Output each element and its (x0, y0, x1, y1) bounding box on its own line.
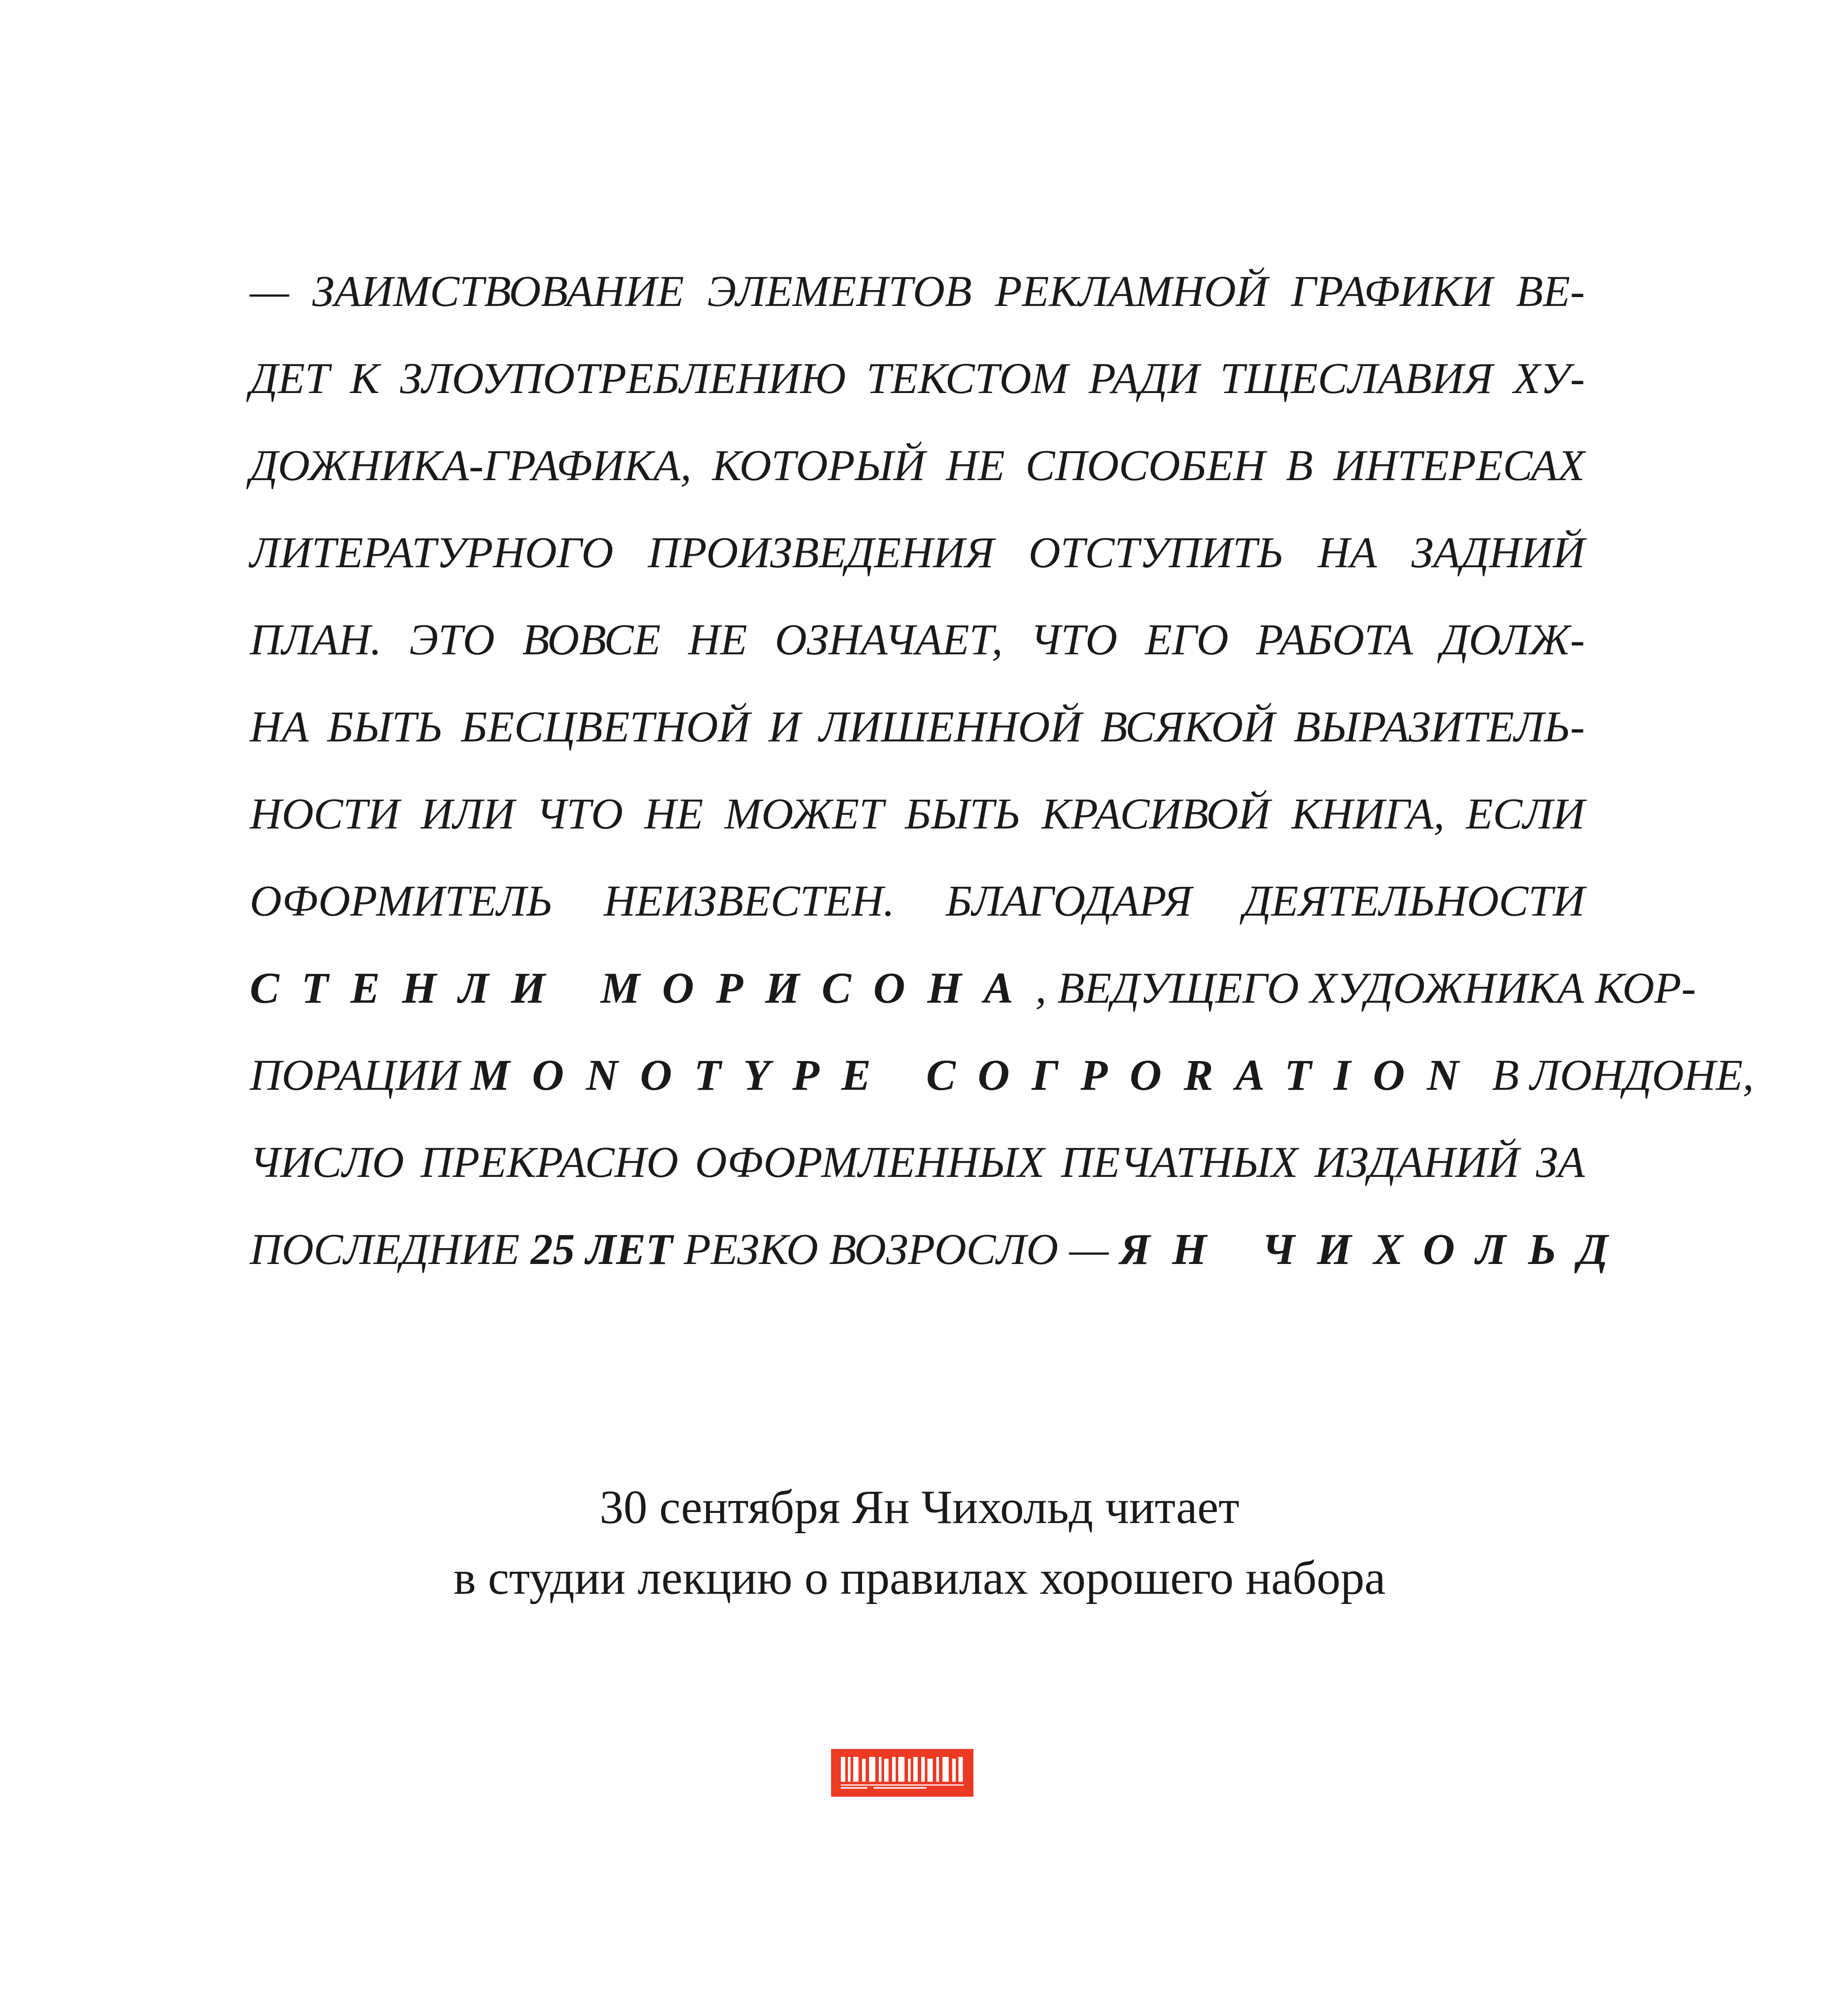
quote-line (250, 1206, 1630, 1293)
quote-line (250, 1119, 1585, 1206)
quote-emphasis: СТЕНЛИ МОРИСОНА (250, 963, 1036, 1012)
quote-line (250, 770, 1585, 857)
quote-text: ПОРАЦИИ (250, 1050, 471, 1100)
quote-line (250, 857, 1585, 944)
quote-line (250, 596, 1585, 683)
barcode-logo-icon (838, 1754, 966, 1791)
quote-block (250, 248, 1754, 1293)
event-line-1: 30 сентября Ян Чихольд читает (599, 1481, 1240, 1534)
quote-text: — ЗАИМСТВОВАНИЕ ЭЛЕМЕНТОВ РЕКЛАМНОЙ ГРАФИКИ ВЕ- (250, 267, 1585, 316)
quote-line (250, 248, 1585, 335)
quote-text: РЕЗКО ВОЗРОСЛО — (672, 1225, 1120, 1274)
quote-text: НА БЫТЬ БЕСЦВЕТНОЙ И ЛИШЕННОЙ ВСЯКОЙ ВЫРАЗИТЕЛЬ- (250, 702, 1585, 751)
quote-line (250, 944, 1696, 1031)
event-line-2: в студии лекцию о правилах хорошего набора (453, 1552, 1386, 1604)
quote-text: ПЛАН. ЭТО ВОВСЕ НЕ ОЗНАЧАЕТ, ЧТО ЕГО РАБОТА ДОЛЖ- (250, 615, 1585, 664)
quote-text: , ВЕДУЩЕГО ХУДОЖНИКА КОР- (1035, 963, 1696, 1012)
quote-text: ОФОРМИТЕЛЬ НЕИЗВЕСТЕН. БЛАГОДАРЯ ДЕЯТЕЛЬНОСТИ (250, 876, 1585, 925)
quote-line (250, 422, 1585, 509)
quote-text: ЧИСЛО ПРЕКРАСНО ОФОРМЛЕННЫХ ПЕЧАТНЫХ ИЗДАНИЙ ЗА (250, 1138, 1585, 1187)
studio-logo (831, 1749, 973, 1797)
quote-text: ДОЖНИКА-ГРАФИКА, КОТОРЫЙ НЕ СПОСОБЕН В ИНТЕРЕСАХ (250, 441, 1585, 490)
quote-text: В ЛОНДОНЕ, (1480, 1050, 1754, 1100)
quote-text: ПОСЛЕДНИЕ (250, 1225, 531, 1274)
event-announcement (0, 1472, 1839, 1614)
quote-line (250, 683, 1585, 770)
quote-emphasis: MONOTYPE COГPORATION (470, 1050, 1481, 1100)
quote-text: ЛИТЕРАТУРНОГО ПРОИЗВЕДЕНИЯ ОТСТУПИТЬ НА ЗАДНИЙ (250, 528, 1585, 577)
quote-line (250, 1031, 1754, 1119)
quote-line (250, 335, 1585, 422)
quote-line (250, 509, 1585, 596)
quote-text: ДЕТ К ЗЛОУПОТРЕБЛЕНИЮ ТЕКСТОМ РАДИ ТЩЕСЛАВИЯ ХУ- (250, 354, 1585, 403)
quote-text: НОСТИ ИЛИ ЧТО НЕ МОЖЕТ БЫТЬ КРАСИВОЙ КНИГА, ЕСЛИ (250, 789, 1585, 838)
quote-emphasis: ЯН ЧИХОЛЬД (1119, 1225, 1630, 1274)
quote-emphasis: 25 ЛЕТ (530, 1225, 673, 1274)
